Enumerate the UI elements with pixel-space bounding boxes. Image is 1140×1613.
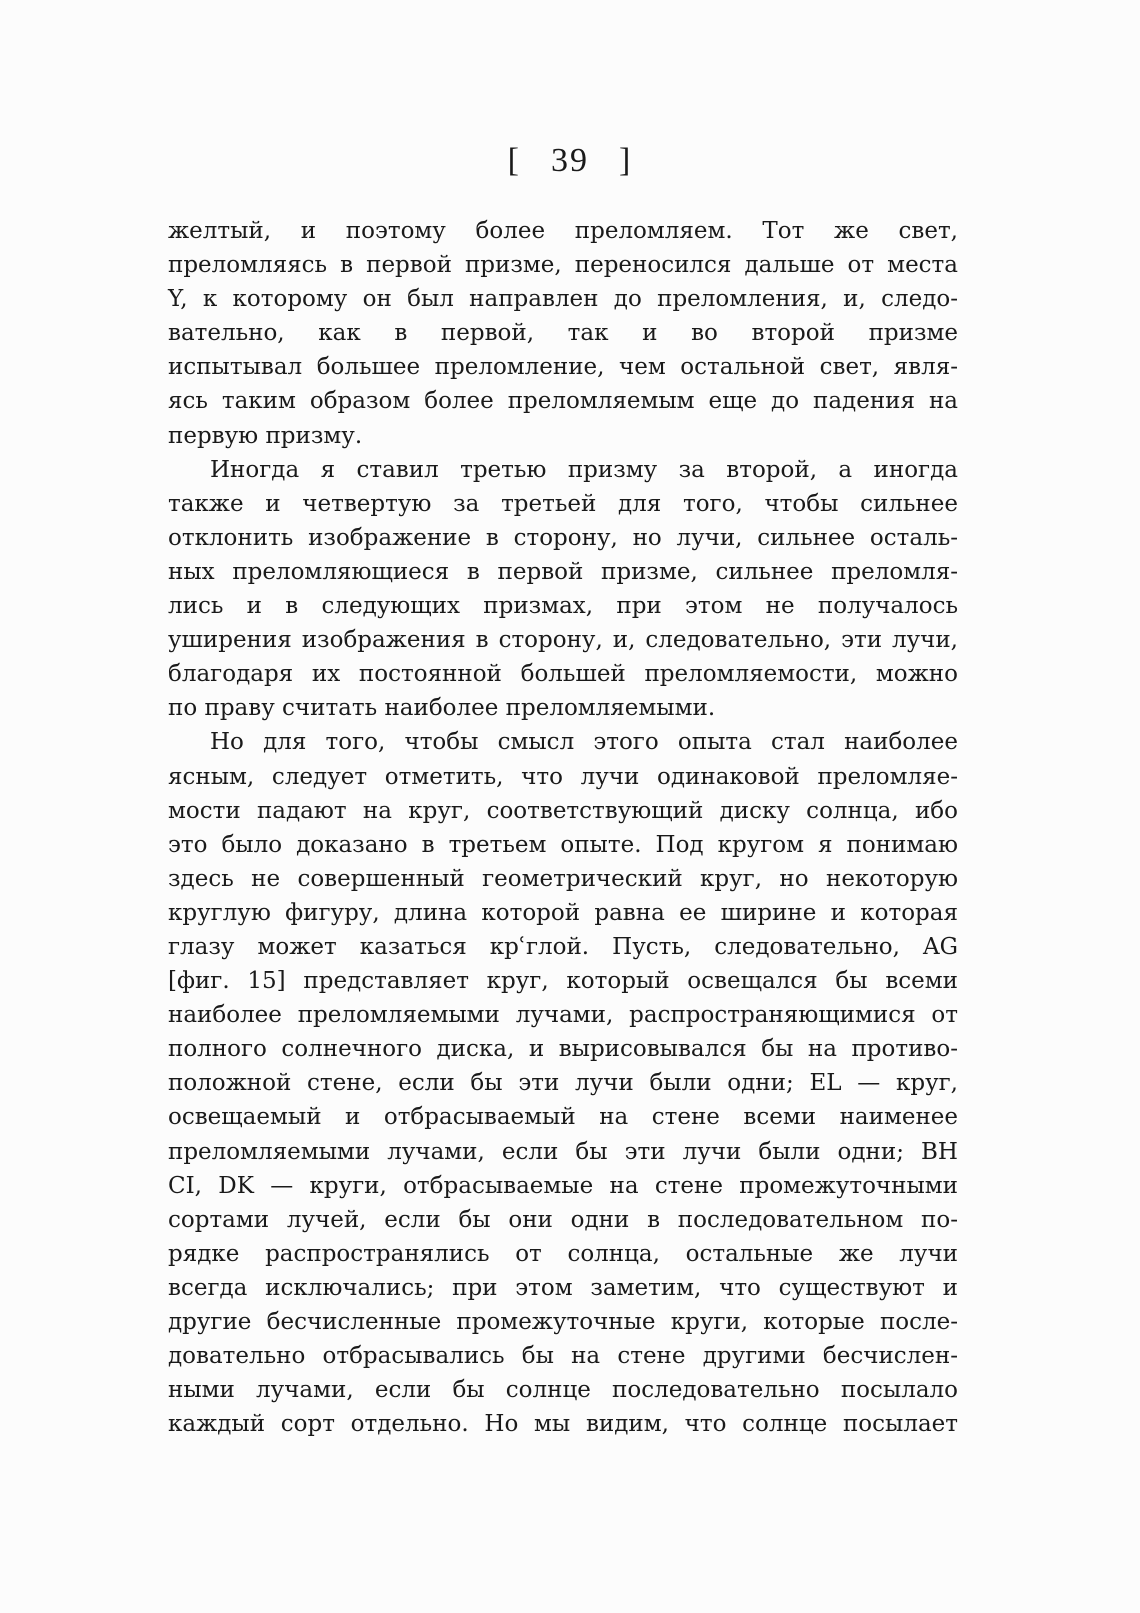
text-line: преломляемыми лучами, если бы эти лучи были одни; BH <box>168 1138 958 1165</box>
text-line: Но для того, чтобы смысл этого опыта стал наиболее <box>210 729 958 756</box>
text-line: это было доказано в третьем опыте. Под кругом я понимаю <box>168 831 958 858</box>
text-line: всегда исключались; при этом заметим, что существуют и <box>168 1274 958 1301</box>
text-line: каждый сорт отдельно. Но мы видим, что солнце посылает <box>168 1411 958 1438</box>
text-line: отклонить изображение в сторону, но лучи, сильнее осталь- <box>168 524 958 551</box>
text-line: положной стене, если бы эти лучи были одни; EL — круг, <box>168 1070 958 1097</box>
text-line: Иногда я ставил третью призму за второй, а иногда <box>210 456 958 483</box>
text-line: по праву считать наиболее преломляемыми. <box>168 695 716 722</box>
page-number <box>0 142 1140 180</box>
text-line: лись и в следующих призмах, при этом не получалось <box>168 593 958 620</box>
text-line: здесь не совершенный геометрический круг, но некоторую <box>168 865 958 892</box>
text-line: освещаемый и отбрасываемый на стене всеми наименее <box>168 1104 958 1131</box>
text-line: круглую фигуру, длина которой равна ее ширине и которая <box>168 899 958 926</box>
text-line: [фиг. 15] представляет круг, который освещался бы всеми <box>168 968 958 995</box>
text-line: ясным, следует отметить, что лучи одинаковой преломляе- <box>168 763 958 790</box>
text-line: другие бесчисленные промежуточные круги, которые после- <box>168 1309 958 1335</box>
text-line: ясь таким образом более преломляемым еще до падения на <box>168 388 958 415</box>
text-line: полного солнечного диска, и вырисовывался бы на противо- <box>168 1036 958 1063</box>
text-line: Y, к которому он был направлен до преломления, и, следо- <box>168 286 958 313</box>
page-number-left-bracket: [ <box>507 142 521 179</box>
text-line: рядке распространялись от солнца, остальные же лучи <box>168 1240 958 1267</box>
text-line: довательно отбрасывались бы на стене другими бесчислен- <box>168 1343 958 1370</box>
text-line: сортами лучей, если бы они одни в последовательном по- <box>168 1206 958 1233</box>
text-line: вательно, как в первой, так и во второй призме <box>168 320 958 347</box>
text-line: благодаря их постоянной большей преломляемости, можно <box>168 661 958 688</box>
text-line: CI, DK — круги, отбрасываемые на стене промежуточными <box>168 1172 958 1199</box>
text-line: также и четвертую за третьей для того, чтобы сильнее <box>168 490 958 517</box>
text-line: испытывал большее преломление, чем остальной свет, явля- <box>168 354 958 381</box>
text-line: преломляясь в первой призме, переносился дальше от места <box>168 252 958 279</box>
text-line: мости падают на круг, соответствующий диску солнца, ибо <box>168 797 958 824</box>
text-line: ных преломляющиеся в первой призме, сильнее преломля- <box>168 558 958 585</box>
text-line: первую призму. <box>168 422 363 449</box>
text-line: наиболее преломляемыми лучами, распространяющимися от <box>168 1002 958 1029</box>
page-number-value: 39 <box>551 142 589 179</box>
body-text <box>168 214 958 1441</box>
text-line: уширения изображения в сторону, и, следовательно, эти лучи, <box>168 627 958 654</box>
text-line: ными лучами, если бы солнце последовательно посылало <box>168 1377 958 1404</box>
page-number-right-bracket: ] <box>619 142 633 179</box>
text-line: глазу может казаться крʿглой. Пусть, следовательно, AG <box>168 933 958 960</box>
text-line: желтый, и поэтому более преломляем. Тот же свет, <box>168 218 958 244</box>
